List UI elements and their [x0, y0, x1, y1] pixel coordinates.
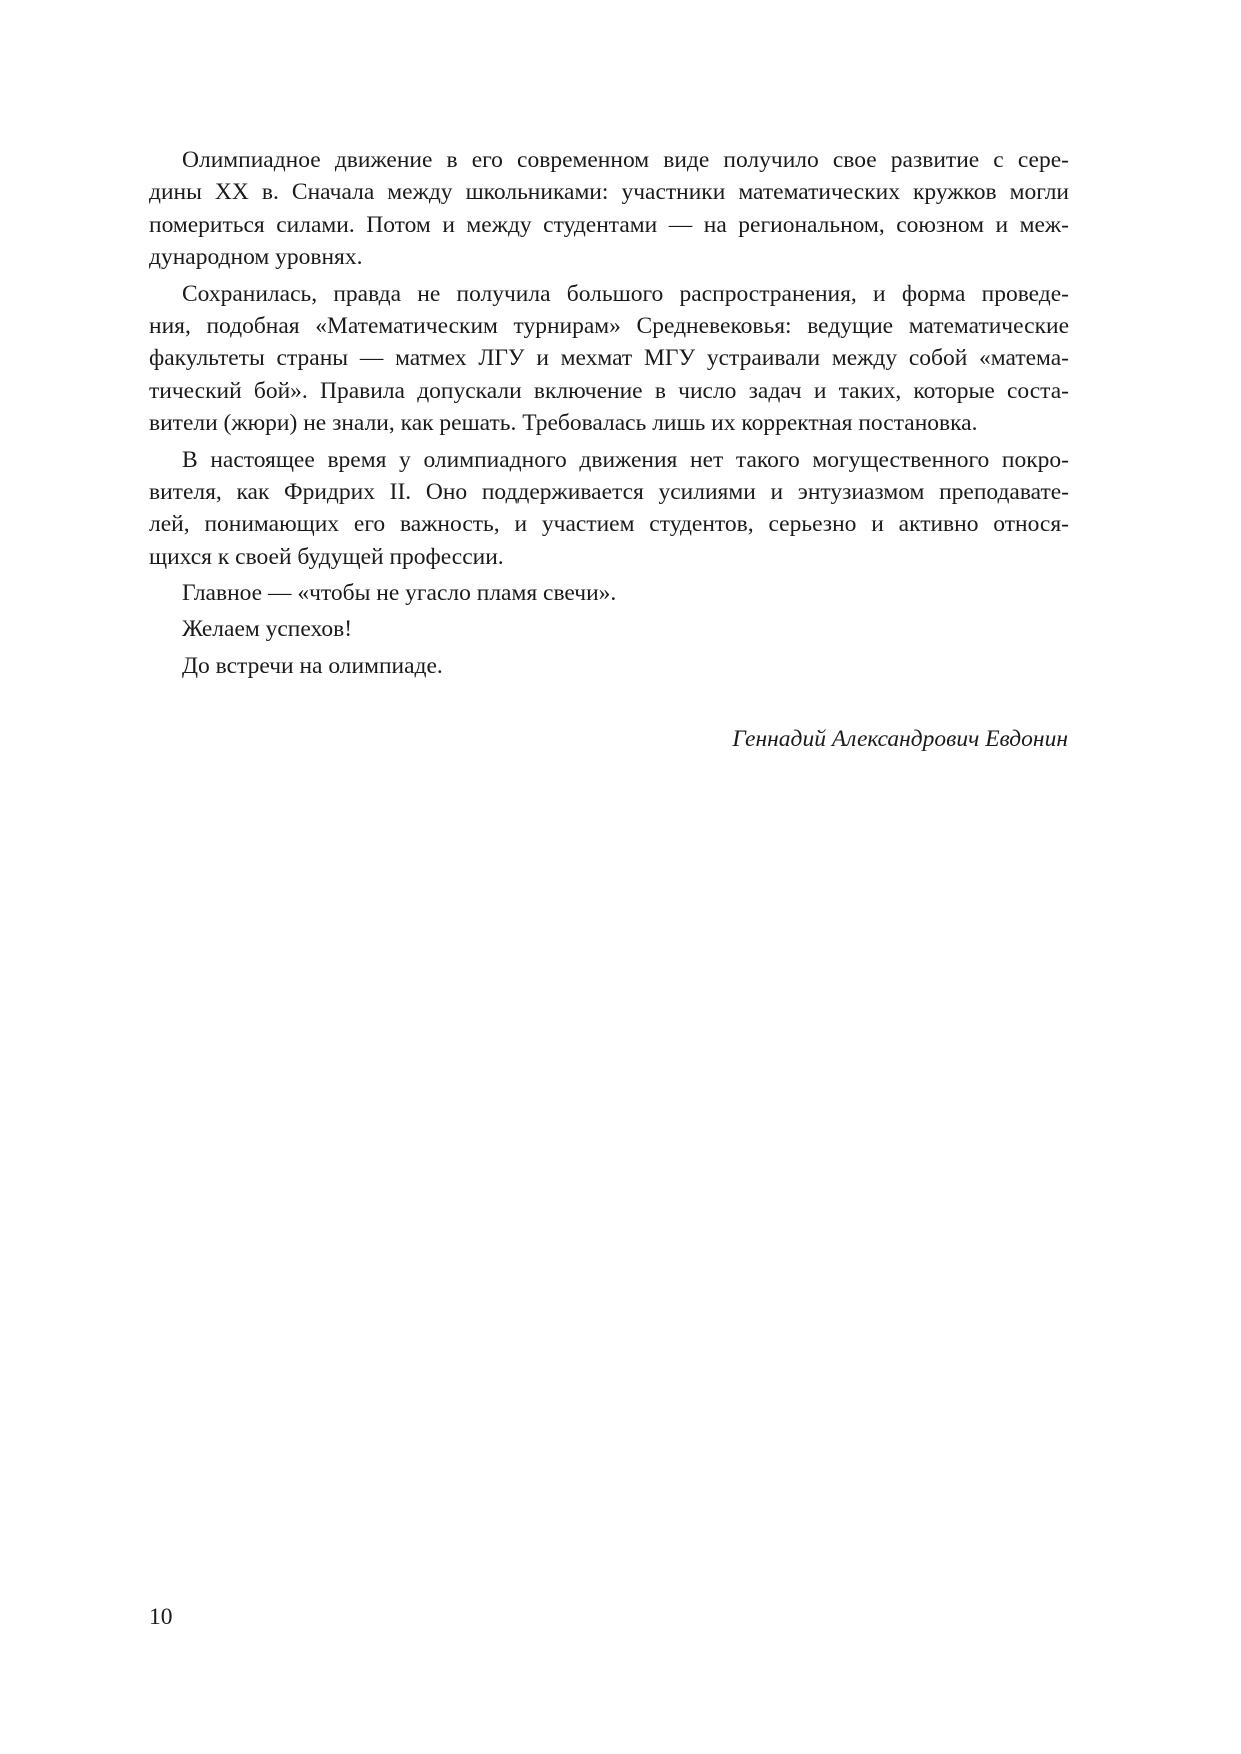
- paragraph-4: [149, 577, 1069, 609]
- paragraph-5: [149, 613, 1069, 645]
- paragraph-2-line-2: ния, подобная «Математическим турнирам» Средневековья: ведущие математические: [149, 312, 1069, 339]
- page-number: 10: [149, 1604, 173, 1630]
- paragraph-5-line-1: Желаем успехов!: [182, 616, 353, 643]
- paragraph-3-line-3: лей, понимающих его важность, и участием студентов, серьезно и активно относя-: [149, 511, 1069, 538]
- paragraph-3-line-1: В настоящее время у олимпиадного движения нет такого могущественного покро-: [182, 446, 1069, 473]
- paragraph-1-line-3: помериться силами. Потом и между студентами — на региональном, союзном и меж-: [149, 211, 1069, 238]
- body-text: [149, 144, 1069, 682]
- paragraph-2-line-1: Сохранилась, правда не получила большого распространения, и форма проведе-: [182, 280, 1069, 307]
- paragraph-2-line-4: тический бой». Правила допускали включение в число задач и таких, которые соста-: [149, 377, 1069, 404]
- paragraph-1: [149, 144, 1069, 274]
- paragraph-3-line-2: вителя, как Фридрих II. Оно поддерживается усилиями и энтузиазмом преподавате-: [149, 478, 1069, 505]
- author-signature: Геннадий Александрович Евдонин: [732, 726, 1068, 752]
- paragraph-4-line-1: Главное — «чтобы не угасло пламя свечи».: [182, 580, 617, 607]
- paragraph-1-line-2: дины XX в. Сначала между школьниками: участники математических кружков могли: [149, 179, 1069, 206]
- paragraph-6: [149, 650, 1069, 682]
- paragraph-2-line-5: вители (жюри) не знали, как решать. Требовалась лишь их корректная постановка.: [149, 410, 978, 437]
- paragraph-1-line-4: дународном уровнях.: [149, 244, 363, 271]
- paragraph-6-line-1: До встречи на олимпиаде.: [182, 652, 443, 679]
- paragraph-1-line-1: Олимпиадное движение в его современном виде получило свое развитие с сере-: [182, 147, 1069, 173]
- paragraph-2: [149, 278, 1069, 440]
- paragraph-2-line-3: факультеты страны — матмех ЛГУ и мехмат МГУ устраивали между собой «матема-: [149, 345, 1069, 372]
- paragraph-3: [149, 444, 1069, 574]
- paragraph-3-line-4: щихся к своей будущей профессии.: [149, 543, 504, 570]
